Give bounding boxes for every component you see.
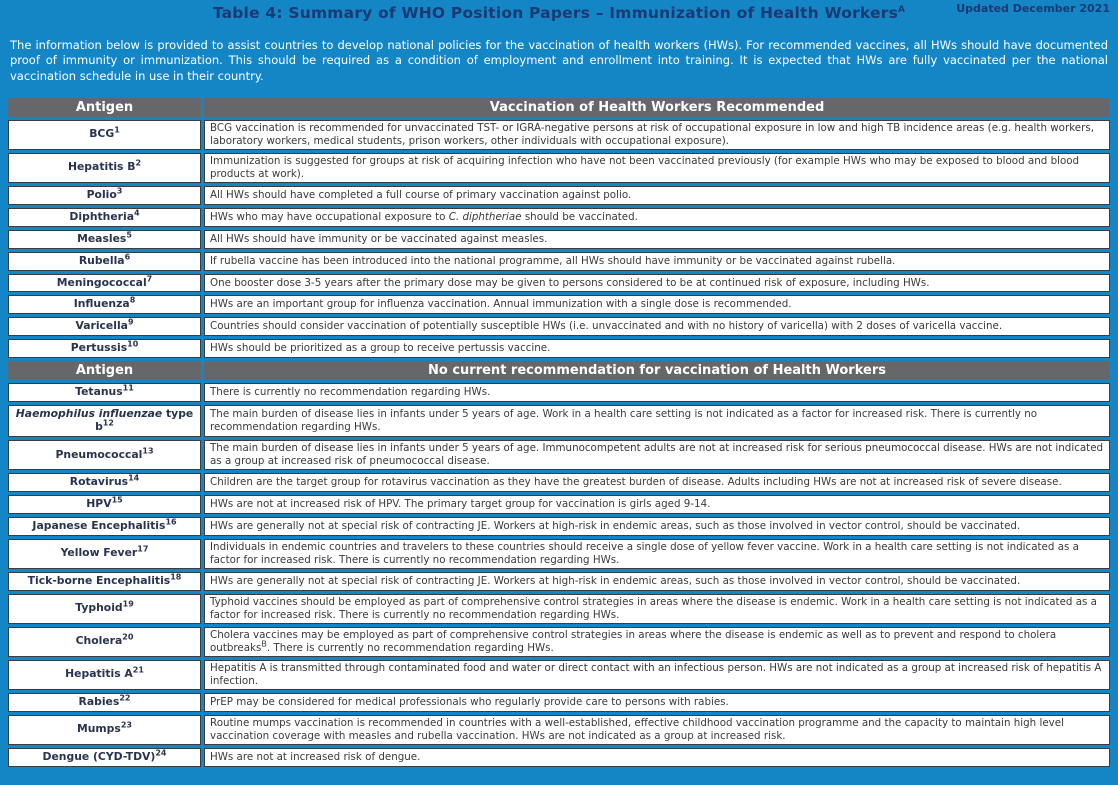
antigen-cell: Diphtheria$^4$ bbox=[8, 208, 201, 227]
table-row bbox=[8, 495, 1110, 514]
description-cell: Individuals in endemic countries and travelers to these countries should receive a single dose of yellow fever vaccine. Work in a health care setting is not indicated as a factor for increased risk. There is currently no recommendation regarding HWs. bbox=[204, 539, 1110, 569]
antigen-reference-number: 12 bbox=[102, 418, 114, 428]
description-cell: HWs are an important group for influenza vaccination. Annual immunization with a single dose is recommended. bbox=[204, 295, 1110, 314]
recommendation-header-cell: No current recommendation for vaccination of Health Workers bbox=[204, 361, 1110, 380]
table-row bbox=[8, 317, 1110, 336]
antigen-cell: Mumps$^{23}$ bbox=[8, 715, 201, 745]
description-cell: BCG vaccination is recommended for unvaccinated TST- or IGRA-negative persons at risk of occupational exposure in low and high TB incidence areas (e.g. health workers, laboratory workers, medical students, prison workers, other individuals with occupational exposure). bbox=[204, 120, 1110, 150]
table-row bbox=[8, 440, 1110, 470]
antigen-reference-number: 15 bbox=[111, 495, 123, 505]
antigen-cell: BCG$^1$ bbox=[8, 120, 201, 150]
antigen-cell: Haemophilus influenzae type $b^{12}$ bbox=[8, 405, 201, 437]
title-footnote-marker: A bbox=[898, 4, 906, 15]
description-cell: Children are the target group for rotavirus vaccination as they have the greatest burden of disease. Adults including HWs are not at increased risk of severe disease. bbox=[204, 473, 1110, 492]
antigen-header-cell: Antigen bbox=[8, 98, 201, 117]
antigen-reference-number: 19 bbox=[122, 599, 134, 609]
header-bar bbox=[0, 0, 1118, 28]
page-title-text: Table 4: Summary of WHO Position Papers – Immunization of Health Workers bbox=[212, 4, 898, 22]
table-row bbox=[8, 748, 1110, 767]
antigen-reference-number: 4 bbox=[133, 208, 140, 218]
table-row bbox=[8, 153, 1110, 183]
table-row bbox=[8, 539, 1110, 569]
antigen-reference-number: 1 bbox=[114, 125, 120, 135]
description-cell: HWs are generally not at special risk of contracting JE. Workers at high-risk in endemic areas, such as those involved in vector control, should be vaccinated. bbox=[204, 517, 1110, 536]
antigen-reference-number: 8 bbox=[129, 295, 136, 305]
description-cell: HWs should be prioritized as a group to receive pertussis vaccine. bbox=[204, 339, 1110, 358]
section-header-row bbox=[8, 98, 1110, 117]
antigen-cell: Rubella$^6$ bbox=[8, 252, 201, 271]
table-row bbox=[8, 383, 1110, 402]
antigen-cell: Hepatitis $B^2$ bbox=[8, 153, 201, 183]
antigen-reference-number: 21 bbox=[132, 665, 144, 675]
antigen-cell: Meningococcal$^7$ bbox=[8, 274, 201, 293]
antigen-cell: Rotavirus$^{14}$ bbox=[8, 473, 201, 492]
antigen-reference-number: 7 bbox=[146, 273, 153, 283]
table-row bbox=[8, 572, 1110, 591]
antigen-reference-number: 24 bbox=[155, 748, 167, 757]
table-row bbox=[8, 230, 1110, 249]
table-row bbox=[8, 473, 1110, 492]
description-cell: HWs who may have occupational exposure to C. diphtheriae should be vaccinated. bbox=[204, 208, 1110, 227]
antigen-reference-number: 18 bbox=[170, 572, 182, 582]
table-body bbox=[8, 98, 1110, 767]
description-cell: Countries should consider vaccination of potentially susceptible HWs (i.e. unvaccinated and with no history of varicella) with 2 doses of varicella vaccine. bbox=[204, 317, 1110, 336]
antigen-cell: Varicella$^9$ bbox=[8, 317, 201, 336]
table-row bbox=[8, 693, 1110, 712]
description-cell: Immunization is suggested for groups at risk of acquiring infection who have not been vaccinated previously (for example HWs who may be exposed to blood and blood products at work). bbox=[204, 153, 1110, 183]
description-cell: HWs are generally not at special risk of contracting JE. Workers at high-risk in endemic areas, such as those involved in vector control, should be vaccinated. bbox=[204, 572, 1110, 591]
antigen-reference-number: 2 bbox=[135, 158, 142, 168]
description-cell: If rubella vaccine has been introduced into the national programme, all HWs should have immunity or be vaccinated against rubella. bbox=[204, 252, 1110, 271]
antigen-reference-number: 22 bbox=[119, 693, 131, 703]
antigen-reference-number: 11 bbox=[122, 383, 134, 393]
antigen-cell: Pneumococcal$^{13}$ bbox=[8, 440, 201, 470]
antigen-reference-number: 9 bbox=[127, 317, 134, 327]
description-cell: PrEP may be considered for medical professionals who regularly provide care to persons with rabies. bbox=[204, 693, 1110, 712]
table-row bbox=[8, 715, 1110, 745]
table-row bbox=[8, 252, 1110, 271]
description-cell: All HWs should have immunity or be vaccinated against measles. bbox=[204, 230, 1110, 249]
antigen-cell: Measles$^5$ bbox=[8, 230, 201, 249]
section-header-row bbox=[8, 361, 1110, 380]
antigen-cell: Polio$^3$ bbox=[8, 186, 201, 205]
table-row bbox=[8, 660, 1110, 690]
table-row bbox=[8, 208, 1110, 227]
description-cell: Hepatitis A is transmitted through contaminated food and water or direct contact with an infectious person. HWs are not indicated as a group at increased risk of hepatitis A infection. bbox=[204, 660, 1110, 690]
table-row bbox=[8, 186, 1110, 205]
antigen-reference-number: 16 bbox=[165, 517, 177, 527]
antigen-reference-number: 17 bbox=[137, 544, 149, 554]
intro-text: The information below is provided to assist countries to develop national policies for the vaccination of health workers (HWs). For recommended vaccines, all HWs should have documented proof of immunity or immunization. This should be required as a condition of employment and enrollment into training. It is expected that HWs are fully vaccinated per the national vaccination schedule in use in their country. bbox=[10, 38, 1108, 83]
description-cell: One booster dose 3-5 years after the primary dose may be given to persons considered to be at continued risk of exposure, including HWs. bbox=[204, 274, 1110, 293]
description-cell: There is currently no recommendation regarding HWs. bbox=[204, 383, 1110, 402]
description-cell: Cholera vaccines may be employed as part of comprehensive control strategies in areas where the disease is endemic as well as to prevent and respond to cholera outbreaks$^B$. There is currently no recommendation regarding HWs. bbox=[204, 627, 1110, 657]
page-title bbox=[0, 4, 1118, 22]
antigen-cell: Dengue $(CYD-TDV)^{24}$ bbox=[8, 748, 201, 767]
antigen-cell: Tick-borne Encephalitis$^{18}$ bbox=[8, 572, 201, 591]
antigen-reference-number: 5 bbox=[126, 230, 132, 240]
antigen-reference-number: 6 bbox=[124, 251, 131, 261]
antigen-reference-number: 13 bbox=[142, 446, 154, 456]
description-cell: Typhoid vaccines should be employed as part of comprehensive control strategies in areas where the disease is endemic. Work in a health care setting is not indicated as a factor for increased risk. There is currently no recommendation regarding HWs. bbox=[204, 594, 1110, 624]
immunization-table bbox=[5, 95, 1113, 770]
antigen-cell: Tetanus$^{11}$ bbox=[8, 383, 201, 402]
antigen-reference-number: 20 bbox=[122, 632, 134, 642]
antigen-cell: Cholera$^{20}$ bbox=[8, 627, 201, 657]
antigen-reference-number: 14 bbox=[128, 473, 140, 483]
antigen-cell: Yellow Fever$^{17}$ bbox=[8, 539, 201, 569]
antigen-reference-number: 3 bbox=[116, 186, 123, 196]
table-row bbox=[8, 517, 1110, 536]
description-cell: The main burden of disease lies in infants under 5 years of age. Work in a health care setting is not indicated as a factor for increased risk. There is currently no recommendation regarding HWs. bbox=[204, 405, 1110, 437]
table-row bbox=[8, 405, 1110, 437]
antigen-reference-number: 23 bbox=[120, 720, 132, 730]
antigen-cell: Japanese Encephalitis$^{16}$ bbox=[8, 517, 201, 536]
antigen-cell: Rabies$^{22}$ bbox=[8, 693, 201, 712]
antigen-cell: HPV$^{15}$ bbox=[8, 495, 201, 514]
antigen-cell: Influenza$^8$ bbox=[8, 295, 201, 314]
antigen-cell: Hepatitis $A^{21}$ bbox=[8, 660, 201, 690]
description-cell: Routine mumps vaccination is recommended in countries with a well-established, effective childhood vaccination programme and the capacity to maintain high level vaccination coverage with measles and rubella vaccination. HWs are not indicated as a group at increased risk. bbox=[204, 715, 1110, 745]
description-cell: HWs are not at increased risk of HPV. The primary target group for vaccination is girls aged 9-14. bbox=[204, 495, 1110, 514]
antigen-cell: Typhoid$^{19}$ bbox=[8, 594, 201, 624]
antigen-reference-number: 10 bbox=[127, 339, 139, 349]
recommendation-header-cell: Vaccination of Health Workers Recommended bbox=[204, 98, 1110, 117]
table-row bbox=[8, 295, 1110, 314]
description-cell: HWs are not at increased risk of dengue. bbox=[204, 748, 1110, 767]
antigen-header-cell: Antigen bbox=[8, 361, 201, 380]
table-row bbox=[8, 120, 1110, 150]
antigen-cell: Pertussis$^{10}$ bbox=[8, 339, 201, 358]
table-row bbox=[8, 627, 1110, 657]
updated-date: Updated December 2021 bbox=[956, 2, 1110, 15]
description-cell: The main burden of disease lies in infants under 5 years of age. Immunocompetent adults are not at increased risk for serious pneumococcal disease. HWs are not indicated as a group at increased risk of pneumococcal disease. bbox=[204, 440, 1110, 470]
description-cell: All HWs should have completed a full course of primary vaccination against polio. bbox=[204, 186, 1110, 205]
table-row bbox=[8, 339, 1110, 358]
table-row bbox=[8, 274, 1110, 293]
table-row bbox=[8, 594, 1110, 624]
